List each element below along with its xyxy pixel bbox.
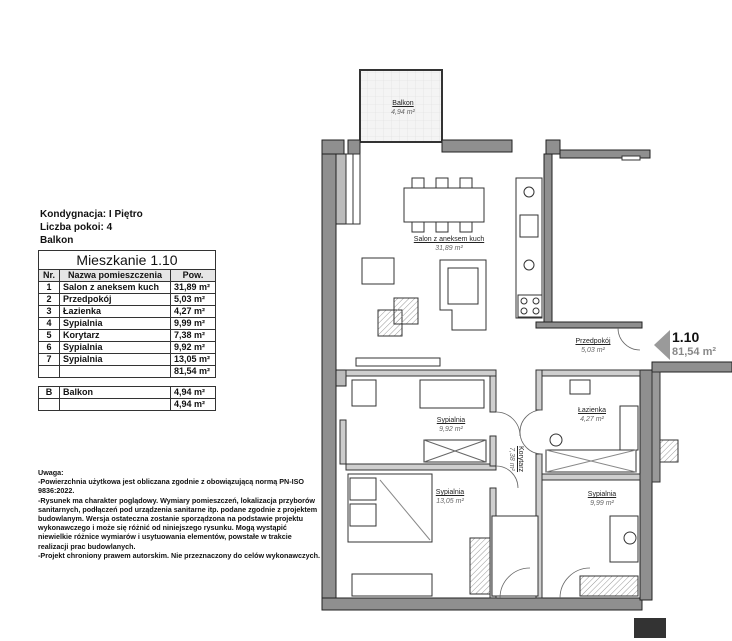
row-area: 31,89 m² (171, 282, 216, 294)
dining-table (404, 178, 484, 232)
row-name: Korytarz (60, 330, 171, 342)
coffee-table (394, 298, 418, 324)
row-area: 9,99 m² (171, 318, 216, 330)
unit-arrow-icon (654, 330, 670, 360)
kitchen-counter (516, 178, 542, 318)
row-area: 13,05 m² (171, 354, 216, 366)
extra-total-area: 4,94 m² (171, 399, 216, 411)
logo (634, 618, 666, 638)
plan-label-sypialnia-7: Sypialnia 13,05 m² (435, 489, 465, 505)
row-name: Sypialnia (60, 318, 171, 330)
header-nr: Nr. (39, 270, 60, 282)
row-area: 4,27 m² (171, 306, 216, 318)
plan-label-korytarz: Korytarz 7,38 m² (508, 445, 524, 473)
row-nr: 2 (39, 294, 60, 306)
row-name: Łazienka (60, 306, 171, 318)
row-area: 4,94 m² (171, 387, 216, 399)
row-nr: B (39, 387, 60, 399)
plan-label-lazienka: Łazienka 4,27 m² (577, 407, 607, 423)
floor-label: Kondygnacja: I Piętro (40, 209, 143, 220)
notes-heading: Uwaga: (38, 468, 64, 477)
note-line: -Powierzchnia użytkowa jest obliczana zgodnie z obowiązującą normą PN-ISO 9836:2022. (38, 477, 304, 496)
header-name: Nazwa pomieszczenia (60, 270, 171, 282)
wall (652, 372, 660, 482)
note-line: -Rysunek ma charakter poglądowy. Wymiary pomieszczeń, lokalizacja przyborów sanitarnych, podłączeń pod urządzenia sanitarne itp. podane zgodnie z projektem budowlanym. Wersja ostateczna zostanie sporządzona na podstawie projektu wykonawczego i może się różnić od niniejszego rysunku. Mogą wystąpić niewielkie różnice wymiarów i usytuowania elementów, powstałe w trakcie realizacji prac budowlanych. (38, 495, 318, 551)
shaft (660, 440, 678, 462)
row-area: 9,92 m² (171, 342, 216, 354)
header-area: Pow. (171, 270, 216, 282)
row-nr: 4 (39, 318, 60, 330)
unit-number: 1.10 (672, 329, 700, 345)
row-nr: 3 (39, 306, 60, 318)
plan-label-przedpokoj: Przedpokój 5,03 m² (575, 338, 611, 354)
plan-label-balkon: Balkon 4,94 m² (391, 100, 415, 116)
row-area: 7,38 m² (171, 330, 216, 342)
row-nr: 5 (39, 330, 60, 342)
row-nr: 6 (39, 342, 60, 354)
plan-label-sypialnia-4: Sypialnia 9,99 m² (587, 491, 617, 507)
bedroom4-furniture (492, 516, 638, 596)
balcony-label: Balkon (40, 235, 74, 246)
windows (346, 154, 640, 224)
total-area: 81,54 m² (171, 366, 216, 378)
row-area: 5,03 m² (171, 294, 216, 306)
row-name: Salon z aneksem kuch (60, 282, 171, 294)
rooms-count-label: Liczba pokoi: 4 (40, 222, 113, 233)
plan-label-salon: Salon z aneksem kuch 31,89 m² (413, 236, 485, 252)
row-nr: 7 (39, 354, 60, 366)
tv-unit (356, 358, 440, 366)
note-line: -Projekt chroniony prawem autorskim. Nie przeznaczony do celów wykonawczych. (38, 550, 320, 560)
plan-label-sypialnia-6: Sypialnia 9,92 m² (436, 417, 466, 433)
row-nr: 1 (39, 282, 60, 294)
table-title: Mieszkanie 1.10 (39, 251, 216, 270)
row-name: Sypialnia (60, 354, 171, 366)
row-name: Balkon (60, 387, 171, 399)
bathroom-fixtures (546, 380, 638, 472)
row-name: Przedpokój (60, 294, 171, 306)
row-name: Sypialnia (60, 342, 171, 354)
unit-area: 81,54 m² (672, 346, 717, 358)
